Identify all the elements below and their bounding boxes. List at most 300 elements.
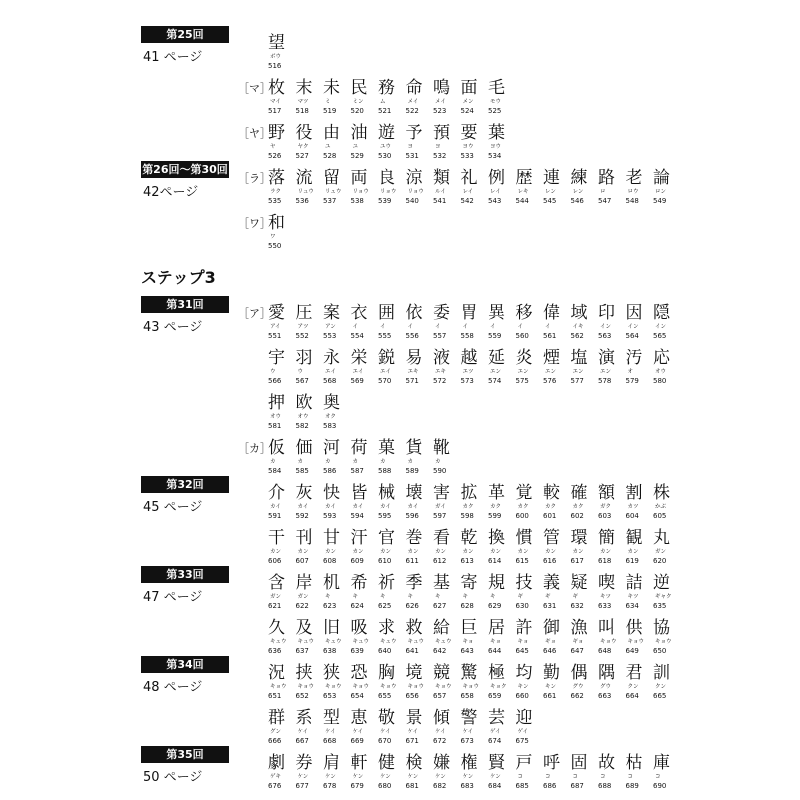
kanji-entry bbox=[626, 665, 654, 700]
kanji-entry bbox=[378, 440, 406, 475]
kanji-reading: ユ bbox=[352, 144, 359, 150]
kanji-character: 汗 bbox=[350, 528, 368, 548]
kanji-entry bbox=[516, 530, 544, 565]
kanji-entry bbox=[296, 305, 324, 340]
kanji-entry bbox=[351, 80, 379, 115]
kanji-reading: グン bbox=[270, 729, 282, 735]
kanji-number: 640 bbox=[378, 646, 392, 655]
kanji-entry bbox=[296, 395, 324, 430]
kanji-entry bbox=[653, 620, 681, 655]
kanji-reading: エン bbox=[517, 369, 529, 375]
kanji-number: 601 bbox=[543, 511, 557, 520]
lesson-badge: 第25回 bbox=[141, 26, 229, 43]
kanji-character: 君 bbox=[625, 663, 643, 683]
kanji-entry bbox=[268, 80, 296, 115]
kanji-reading: ケイ bbox=[297, 729, 309, 735]
kanji-reading: キョ bbox=[490, 639, 502, 645]
kanji-character: 基 bbox=[433, 573, 450, 593]
kanji-reading: メン bbox=[462, 99, 474, 105]
kanji-character: 囲 bbox=[378, 303, 395, 323]
page-reference: 48 ページ bbox=[143, 680, 203, 695]
kanji-reading: キョウ bbox=[297, 684, 315, 690]
kanji-number: 589 bbox=[405, 466, 419, 475]
kanji-number: 556 bbox=[405, 331, 419, 340]
kanji-number: 688 bbox=[598, 781, 612, 790]
kanji-reading: キョウ bbox=[270, 684, 287, 690]
kanji-entry bbox=[268, 620, 296, 655]
kanji-number: 654 bbox=[350, 691, 364, 700]
kanji-entry bbox=[433, 485, 461, 520]
kanji-character: 灰 bbox=[295, 483, 313, 503]
kanji-number: 628 bbox=[460, 601, 474, 610]
kanji-reading: キョウ bbox=[407, 684, 425, 690]
kanji-character: 嫌 bbox=[433, 753, 450, 773]
kanji-reading: キュウ bbox=[380, 639, 397, 645]
kanji-reading: マイ bbox=[270, 99, 281, 105]
kanji-number: 631 bbox=[543, 601, 557, 610]
kanji-entry bbox=[268, 35, 296, 70]
kanji-character: 壊 bbox=[405, 483, 423, 503]
kanji-number: 546 bbox=[570, 196, 584, 205]
kanji-character: 偉 bbox=[543, 303, 560, 323]
kanji-character: 務 bbox=[378, 78, 395, 98]
kanji-entry bbox=[461, 170, 489, 205]
kanji-character: 胃 bbox=[460, 303, 478, 323]
kanji-entry bbox=[433, 125, 461, 160]
kanji-reading: ユ bbox=[325, 144, 331, 150]
kanji-entry bbox=[268, 575, 296, 610]
kanji-reading: ケン bbox=[380, 774, 391, 780]
kanji-character: 肩 bbox=[323, 753, 340, 773]
kanji-entry bbox=[543, 530, 571, 565]
kanji-character: 委 bbox=[433, 303, 450, 323]
kanji-character: 供 bbox=[625, 618, 643, 638]
kanji-character: 環 bbox=[570, 528, 588, 548]
kanji-row bbox=[268, 440, 461, 475]
kanji-entry bbox=[516, 350, 544, 385]
kanji-character: 預 bbox=[433, 123, 450, 143]
kanji-number: 638 bbox=[323, 646, 337, 655]
kanji-reading: カン bbox=[627, 549, 639, 555]
kanji-entry bbox=[598, 620, 626, 655]
kanji-number: 667 bbox=[295, 736, 309, 745]
lesson-badge: 第34回 bbox=[141, 656, 229, 673]
kanji-reading: ラク bbox=[270, 189, 282, 195]
kanji-reading: レン bbox=[572, 189, 584, 195]
kanji-entry bbox=[433, 350, 461, 385]
kanji-character: 系 bbox=[295, 708, 313, 728]
kanji-reading: オウ bbox=[297, 414, 309, 420]
kanji-entry bbox=[626, 530, 654, 565]
kanji-number: 661 bbox=[543, 691, 557, 700]
kanji-character: 芸 bbox=[488, 708, 505, 728]
kanji-reading: キュウ bbox=[352, 639, 370, 645]
kanji-entry bbox=[571, 620, 599, 655]
kanji-character: 面 bbox=[460, 78, 478, 98]
kanji-character: 衣 bbox=[350, 303, 368, 323]
kanji-character: 和 bbox=[268, 213, 285, 233]
kanji-entry bbox=[653, 530, 681, 565]
kanji-number: 611 bbox=[405, 556, 419, 565]
kanji-reading: イ bbox=[462, 324, 469, 330]
kanji-number: 587 bbox=[350, 466, 364, 475]
kanji-character: 規 bbox=[488, 573, 505, 593]
kanji-number: 568 bbox=[323, 376, 337, 385]
kanji-reading: カク bbox=[545, 504, 557, 510]
kanji-character: 偶 bbox=[570, 663, 588, 683]
kanji-number: 569 bbox=[350, 376, 364, 385]
kanji-character: 劇 bbox=[268, 753, 285, 773]
kanji-number: 549 bbox=[653, 196, 667, 205]
kanji-character: 喫 bbox=[598, 573, 615, 593]
kanji-entry bbox=[406, 710, 434, 745]
kanji-number: 591 bbox=[268, 511, 282, 520]
kanji-character: 観 bbox=[625, 528, 643, 548]
kanji-character: 害 bbox=[433, 483, 450, 503]
kanji-reading: レン bbox=[545, 189, 556, 195]
kanji-number: 522 bbox=[405, 106, 419, 115]
kanji-entry bbox=[268, 485, 296, 520]
kanji-entry bbox=[571, 485, 599, 520]
kanji-character: 訓 bbox=[653, 663, 670, 683]
kanji-entry bbox=[296, 710, 324, 745]
kanji-number: 665 bbox=[653, 691, 667, 700]
kanji-reading: カ bbox=[435, 459, 441, 465]
kanji-reading: キョウ bbox=[462, 684, 480, 690]
kanji-character: 及 bbox=[295, 618, 313, 638]
kanji-character: 留 bbox=[323, 168, 340, 188]
kanji-reading: キ bbox=[325, 594, 331, 600]
kanji-number: 588 bbox=[378, 466, 392, 475]
kanji-reading: ロ bbox=[600, 189, 606, 195]
kanji-reading: ガイ bbox=[435, 504, 446, 510]
kanji-character: 巨 bbox=[460, 618, 478, 638]
kanji-character: 毛 bbox=[488, 78, 505, 98]
kanji-entry bbox=[433, 710, 461, 745]
kanji-character: 愛 bbox=[268, 303, 285, 323]
kanji-entry bbox=[543, 350, 571, 385]
kanji-entry bbox=[378, 710, 406, 745]
kanji-reading: レキ bbox=[517, 189, 529, 195]
kanji-character: 傾 bbox=[433, 708, 450, 728]
kanji-reading: キョウ bbox=[655, 639, 672, 645]
kanji-entry bbox=[323, 755, 351, 790]
kanji-number: 615 bbox=[515, 556, 529, 565]
kanji-character: 慣 bbox=[515, 528, 533, 548]
kanji-reading: カイ bbox=[270, 504, 281, 510]
kanji-reading: コ bbox=[655, 774, 661, 780]
kanji-character: 炎 bbox=[515, 348, 533, 368]
kanji-character: 漁 bbox=[570, 618, 588, 638]
kanji-character: 刊 bbox=[295, 528, 313, 548]
kanji-reading: ケイ bbox=[352, 729, 364, 735]
kanji-character: 許 bbox=[515, 618, 533, 638]
kanji-number: 548 bbox=[625, 196, 639, 205]
kanji-entry bbox=[543, 485, 571, 520]
kanji-number: 635 bbox=[653, 601, 667, 610]
kanji-number: 684 bbox=[488, 781, 502, 790]
kanji-number: 539 bbox=[378, 196, 392, 205]
kanji-character: 快 bbox=[323, 483, 340, 503]
kanji-number: 596 bbox=[405, 511, 419, 520]
kanji-character: 勤 bbox=[543, 663, 560, 683]
kanji-number: 614 bbox=[488, 556, 502, 565]
kanji-number: 595 bbox=[378, 511, 392, 520]
kanji-reading: ケイ bbox=[462, 729, 474, 735]
kanji-character: 荷 bbox=[350, 438, 368, 458]
kanji-number: 545 bbox=[543, 196, 557, 205]
kanji-character: 敬 bbox=[378, 708, 395, 728]
kanji-reading: エキ bbox=[435, 369, 447, 375]
kanji-row bbox=[268, 575, 681, 610]
kanji-entry bbox=[543, 575, 571, 610]
kanji-character: 岸 bbox=[295, 573, 313, 593]
kanji-number: 594 bbox=[350, 511, 364, 520]
kanji-entry bbox=[571, 170, 599, 205]
kanji-number: 636 bbox=[268, 646, 282, 655]
kanji-character: 械 bbox=[378, 483, 395, 503]
kanji-entry bbox=[323, 575, 351, 610]
kanji-character: 延 bbox=[488, 348, 505, 368]
kanji-entry bbox=[351, 665, 379, 700]
kanji-character: 迎 bbox=[515, 708, 533, 728]
kanji-entry bbox=[378, 665, 406, 700]
kanji-reading: カ bbox=[270, 459, 276, 465]
kanji-number: 551 bbox=[268, 331, 282, 340]
kanji-reading: キョウ bbox=[435, 684, 452, 690]
kanji-entry bbox=[351, 350, 379, 385]
kanji-character: 奥 bbox=[323, 393, 340, 413]
kanji-character: 革 bbox=[488, 483, 505, 503]
kanji-entry bbox=[323, 395, 351, 430]
kanji-reading: カイ bbox=[297, 504, 309, 510]
kanji-reading: ゲイ bbox=[517, 729, 529, 735]
kanji-reading: キ bbox=[380, 594, 386, 600]
kanji-character: 協 bbox=[653, 618, 670, 638]
kanji-reading: ケン bbox=[490, 774, 501, 780]
kanji-row bbox=[268, 755, 681, 790]
kanji-character: 演 bbox=[598, 348, 615, 368]
kanji-character: 異 bbox=[488, 303, 505, 323]
kanji-number: 608 bbox=[323, 556, 337, 565]
kanji-reading: ギャク bbox=[655, 594, 672, 600]
kanji-number: 565 bbox=[653, 331, 667, 340]
kanji-entry bbox=[323, 710, 351, 745]
kanji-character: 群 bbox=[268, 708, 285, 728]
kanji-reading: キン bbox=[545, 684, 556, 690]
kanji-character: 野 bbox=[268, 123, 285, 143]
kanji-character: 民 bbox=[350, 78, 368, 98]
kanji-number: 580 bbox=[653, 376, 667, 385]
kanji-number: 590 bbox=[433, 466, 447, 475]
kanji-entry bbox=[433, 80, 461, 115]
kanji-number: 644 bbox=[488, 646, 502, 655]
kanji-number: 563 bbox=[598, 331, 612, 340]
kanji-number: 655 bbox=[378, 691, 392, 700]
kanji-entry bbox=[433, 665, 461, 700]
kanji-number: 662 bbox=[570, 691, 584, 700]
kanji-row bbox=[268, 170, 681, 205]
kanji-reading: ケイ bbox=[407, 729, 419, 735]
kanji-entry bbox=[626, 485, 654, 520]
kanji-character: 移 bbox=[515, 303, 533, 323]
kanji-entry bbox=[626, 755, 654, 790]
kanji-number: 641 bbox=[405, 646, 419, 655]
kanji-reading: エイ bbox=[380, 369, 392, 375]
kanji-character: 歴 bbox=[515, 168, 533, 188]
kanji-entry bbox=[461, 620, 489, 655]
kanji-reading: エン bbox=[490, 369, 502, 375]
kanji-row bbox=[268, 350, 681, 385]
kanji-character: 菓 bbox=[378, 438, 395, 458]
kanji-reading: ボウ bbox=[270, 54, 282, 60]
kanji-entry bbox=[516, 620, 544, 655]
kanji-entry bbox=[488, 170, 516, 205]
kanji-number: 602 bbox=[570, 511, 584, 520]
kanji-reading: イ bbox=[407, 324, 414, 330]
kanji-number: 648 bbox=[598, 646, 612, 655]
kanji-entry bbox=[351, 170, 379, 205]
kanji-entry bbox=[296, 125, 324, 160]
kanji-entry bbox=[461, 665, 489, 700]
kanji-character: 呼 bbox=[543, 753, 560, 773]
kanji-number: 536 bbox=[295, 196, 309, 205]
kanji-number: 585 bbox=[295, 466, 309, 475]
kanji-character: 油 bbox=[350, 123, 368, 143]
kanji-entry bbox=[433, 305, 461, 340]
kanji-number: 552 bbox=[295, 331, 309, 340]
kanji-number: 566 bbox=[268, 376, 282, 385]
kanji-entry bbox=[378, 80, 406, 115]
kanji-number: 557 bbox=[433, 331, 447, 340]
kanji-number: 559 bbox=[488, 331, 502, 340]
kanji-reading: モウ bbox=[490, 99, 502, 105]
kanji-reading: イン bbox=[627, 324, 639, 330]
kanji-reading: ギ bbox=[545, 594, 551, 600]
kanji-character: 塩 bbox=[570, 348, 588, 368]
kanji-reading: レイ bbox=[490, 189, 501, 195]
kanji-reading: ウ bbox=[297, 369, 304, 375]
kanji-entry bbox=[406, 305, 434, 340]
kanji-entry bbox=[268, 215, 296, 250]
kanji-number: 555 bbox=[378, 331, 392, 340]
kanji-number: 622 bbox=[295, 601, 309, 610]
lesson-badge: 第32回 bbox=[141, 476, 229, 493]
kanji-entry bbox=[268, 710, 296, 745]
kanji-character: 欧 bbox=[295, 393, 313, 413]
kanji-number: 681 bbox=[405, 781, 419, 790]
kanji-character: 救 bbox=[405, 618, 423, 638]
kanji-character: 押 bbox=[268, 393, 285, 413]
kanji-number: 666 bbox=[268, 736, 282, 745]
kanji-number: 642 bbox=[433, 646, 447, 655]
kanji-reading: キョウ bbox=[325, 684, 342, 690]
kanji-number: 535 bbox=[268, 196, 282, 205]
kanji-character: 恵 bbox=[350, 708, 368, 728]
kanji-reading: コ bbox=[627, 774, 634, 780]
kanji-character: 検 bbox=[405, 753, 423, 773]
kanji-reading: グウ bbox=[600, 684, 612, 690]
kanji-entry bbox=[571, 530, 599, 565]
kanji-character: 競 bbox=[433, 663, 450, 683]
kanji-character: 景 bbox=[405, 708, 423, 728]
kanji-character: 況 bbox=[268, 663, 285, 683]
kanji-character: 賢 bbox=[488, 753, 505, 773]
kanji-number: 609 bbox=[350, 556, 364, 565]
kanji-character: 老 bbox=[625, 168, 643, 188]
kanji-entry bbox=[598, 485, 626, 520]
kanji-character: 仮 bbox=[268, 438, 285, 458]
kanji-entry bbox=[323, 350, 351, 385]
kanji-character: 固 bbox=[570, 753, 588, 773]
kanji-entry bbox=[378, 485, 406, 520]
kanji-reading: カン bbox=[600, 549, 612, 555]
kanji-entry bbox=[488, 755, 516, 790]
kanji-number: 612 bbox=[433, 556, 447, 565]
page-reference: 43 ページ bbox=[143, 320, 203, 335]
kanji-entry bbox=[433, 755, 461, 790]
kanji-reading: ヨウ bbox=[462, 144, 474, 150]
kanji-character: 鋭 bbox=[378, 348, 395, 368]
kanji-entry bbox=[351, 575, 379, 610]
kanji-reading: ケン bbox=[407, 774, 419, 780]
kanji-reading: ガン bbox=[655, 549, 667, 555]
kanji-number: 671 bbox=[405, 736, 419, 745]
kanji-reading: カン bbox=[462, 549, 474, 555]
kanji-reading: イ bbox=[517, 324, 524, 330]
kanji-reading: カン bbox=[490, 549, 502, 555]
kanji-reading: ミ bbox=[325, 99, 331, 105]
kanji-reading: ケイ bbox=[325, 729, 336, 735]
kanji-entry bbox=[516, 305, 544, 340]
kanji-reading: カン bbox=[435, 549, 447, 555]
kanji-number: 517 bbox=[268, 106, 282, 115]
kanji-entry bbox=[543, 755, 571, 790]
kanji-number: 620 bbox=[653, 556, 667, 565]
kanji-entry bbox=[488, 620, 516, 655]
kanji-character: 練 bbox=[570, 168, 588, 188]
kanji-character: 驚 bbox=[460, 663, 478, 683]
kanji-number: 597 bbox=[433, 511, 447, 520]
kanji-entry bbox=[461, 575, 489, 610]
kanji-reading: カン bbox=[572, 549, 584, 555]
kanji-character: 求 bbox=[378, 618, 395, 638]
kanji-entry bbox=[268, 755, 296, 790]
kanji-number: 633 bbox=[598, 601, 612, 610]
kanji-entry bbox=[433, 620, 461, 655]
kanji-reading: ケイ bbox=[380, 729, 391, 735]
kanji-reading: エン bbox=[600, 369, 612, 375]
kanji-entry bbox=[653, 755, 681, 790]
kanji-character: 易 bbox=[405, 348, 423, 368]
kanji-reading: リュウ bbox=[297, 189, 314, 195]
kanji-entry bbox=[516, 485, 544, 520]
kanji-entry bbox=[461, 710, 489, 745]
kanji-character: 枯 bbox=[625, 753, 643, 773]
kanji-character: 居 bbox=[488, 618, 505, 638]
kanji-number: 523 bbox=[433, 106, 447, 115]
kanji-entry bbox=[488, 530, 516, 565]
kanji-number: 680 bbox=[378, 781, 392, 790]
kanji-reading: カン bbox=[352, 549, 364, 555]
kanji-entry bbox=[488, 575, 516, 610]
kanji-entry bbox=[543, 305, 571, 340]
kanji-character: 挟 bbox=[295, 663, 313, 683]
kanji-reading: ヤ bbox=[270, 144, 276, 150]
kanji-character: 良 bbox=[378, 168, 395, 188]
kana-group-marker: ［カ］ bbox=[238, 442, 271, 455]
kanji-number: 682 bbox=[433, 781, 447, 790]
